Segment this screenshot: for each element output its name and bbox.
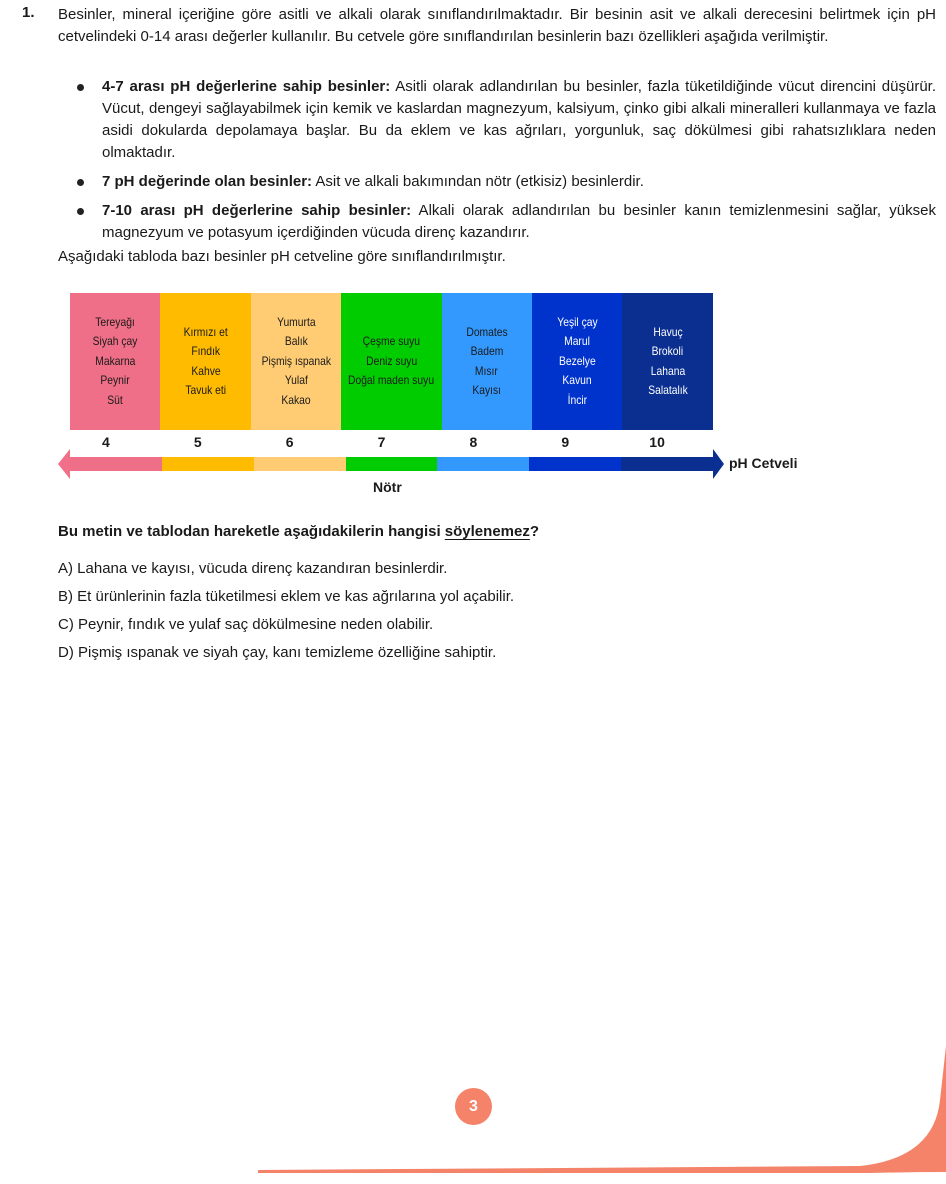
ph-value-label: 4 xyxy=(102,434,110,450)
food-item: Doğal maden suyu xyxy=(348,373,435,388)
table-intro: Aşağıdaki tabloda bazı besinler pH cetveline göre sınıflandırılmıştır. xyxy=(58,248,506,265)
food-item: Siyah çay xyxy=(92,334,138,349)
food-item: Çeşme suyu xyxy=(362,334,421,349)
food-item: Kırmızı et xyxy=(183,324,228,339)
food-item: Domates xyxy=(466,324,508,339)
option-b[interactable]: B) Et ürünlerinin fazla tüketilmesi eklem ve kas ağrılarına yol açabilir. xyxy=(58,588,515,605)
ph-value-label: 10 xyxy=(649,434,665,450)
food-item: Pişmiş ıspanak xyxy=(261,353,331,368)
food-item: Bezelye xyxy=(558,353,596,368)
food-item: Kakao xyxy=(281,392,311,407)
food-item: Yumurta xyxy=(276,314,316,329)
food-item: Badem xyxy=(470,344,504,358)
question-mark: ? xyxy=(529,523,540,540)
food-item: Peynir xyxy=(100,373,130,388)
food-item: Makarna xyxy=(95,353,136,368)
food-item: Kayısı xyxy=(472,383,502,397)
page-number-badge: 3 xyxy=(455,1088,492,1125)
food-item: Tereyağı xyxy=(95,314,136,329)
food-item: Süt xyxy=(107,392,123,407)
ph-value-label: 8 xyxy=(469,434,478,450)
option-c[interactable]: C) Peynir, fındık ve yulaf saç dökülmesine neden olabilir. xyxy=(58,616,434,633)
intro-paragraph: Besinler, mineral içeriğine göre asitli ve alkali olarak sınıflandırılmaktadır. Bir besinin asit ve alkali derecesini belirtmek için pH cetvelindeki 0-14 arası değerler kullanılır. Bu cetvele göre sınıflandırılan besinlerin bazı özellikleri aşağıda verilmiştir. xyxy=(58,6,936,45)
ph-value-label: 7 xyxy=(377,434,386,450)
food-item: Kavun xyxy=(562,373,592,388)
food-item: Lahana xyxy=(650,363,685,378)
food-item: Brokoli xyxy=(651,344,684,358)
ph-value-label: 6 xyxy=(285,434,294,450)
neutral-label: Nötr xyxy=(373,479,402,495)
food-item: Mısır xyxy=(475,363,499,378)
food-item: Salatalık xyxy=(647,383,688,397)
bullet-heading: 7-10 arası pH değerlerine sahip besinler: xyxy=(102,202,412,219)
food-item: Yeşil çay xyxy=(557,314,598,329)
bullet-heading: 4-7 arası pH değerlerine sahip besinler: xyxy=(102,78,391,95)
option-d[interactable]: D) Pişmiş ıspanak ve siyah çay, kanı temizleme özelliğine sahiptir. xyxy=(58,644,497,661)
ph-value-label: 5 xyxy=(193,434,202,450)
food-item: Fındık xyxy=(191,344,221,358)
food-item: Tavuk eti xyxy=(185,383,227,397)
option-a[interactable]: A) Lahana ve kayısı, vücuda direnç kazandıran besinlerdir. xyxy=(58,560,448,577)
question-number: 1. xyxy=(22,4,35,21)
scale-label: pH Cetveli xyxy=(729,455,798,471)
food-item: İncir xyxy=(567,392,587,407)
bullet-heading: 7 pH değerinde olan besinler: xyxy=(102,173,313,190)
question-underlined: söylenemez xyxy=(444,523,530,540)
bullet-text: Asitli olarak adlandırılan bu besinler, fazla tüketildiğinde vücut direncini düşürür. Vücut, dengeyi sağlayabilmek için kemik ve kaslardan magnezyum, kalsiyum, çinko gibi alkali mineralleri kullanmaya ve fazla asidi dokularda depolamaya başlar. Bu da eklem ve kas ağrıları, yorgunluk, saç dökülmesi gibi rahatsızlıklara neden olmaktadır. xyxy=(102,78,936,161)
question-text: Bu metin ve tablodan hareketle aşağıdakilerin hangisi xyxy=(58,523,445,540)
food-item: Marul xyxy=(564,334,591,349)
food-item: Balık xyxy=(284,334,308,349)
food-item: Deniz suyu xyxy=(365,353,418,368)
ph-value-label: 9 xyxy=(561,434,570,450)
bullet-text: Alkali olarak adlandırılan bu besinler kanın temizlenmesini sağlar, yüksek magnezyum ve potasyum içerdiğinden vücuda direnç kazandırır. xyxy=(102,202,936,241)
food-item: Yulaf xyxy=(284,373,308,388)
food-item: Kahve xyxy=(191,363,221,378)
food-item: Havuç xyxy=(653,324,683,339)
bullet-text: Asit ve alkali bakımından nötr (etkisiz) besinlerdir. xyxy=(312,173,644,190)
